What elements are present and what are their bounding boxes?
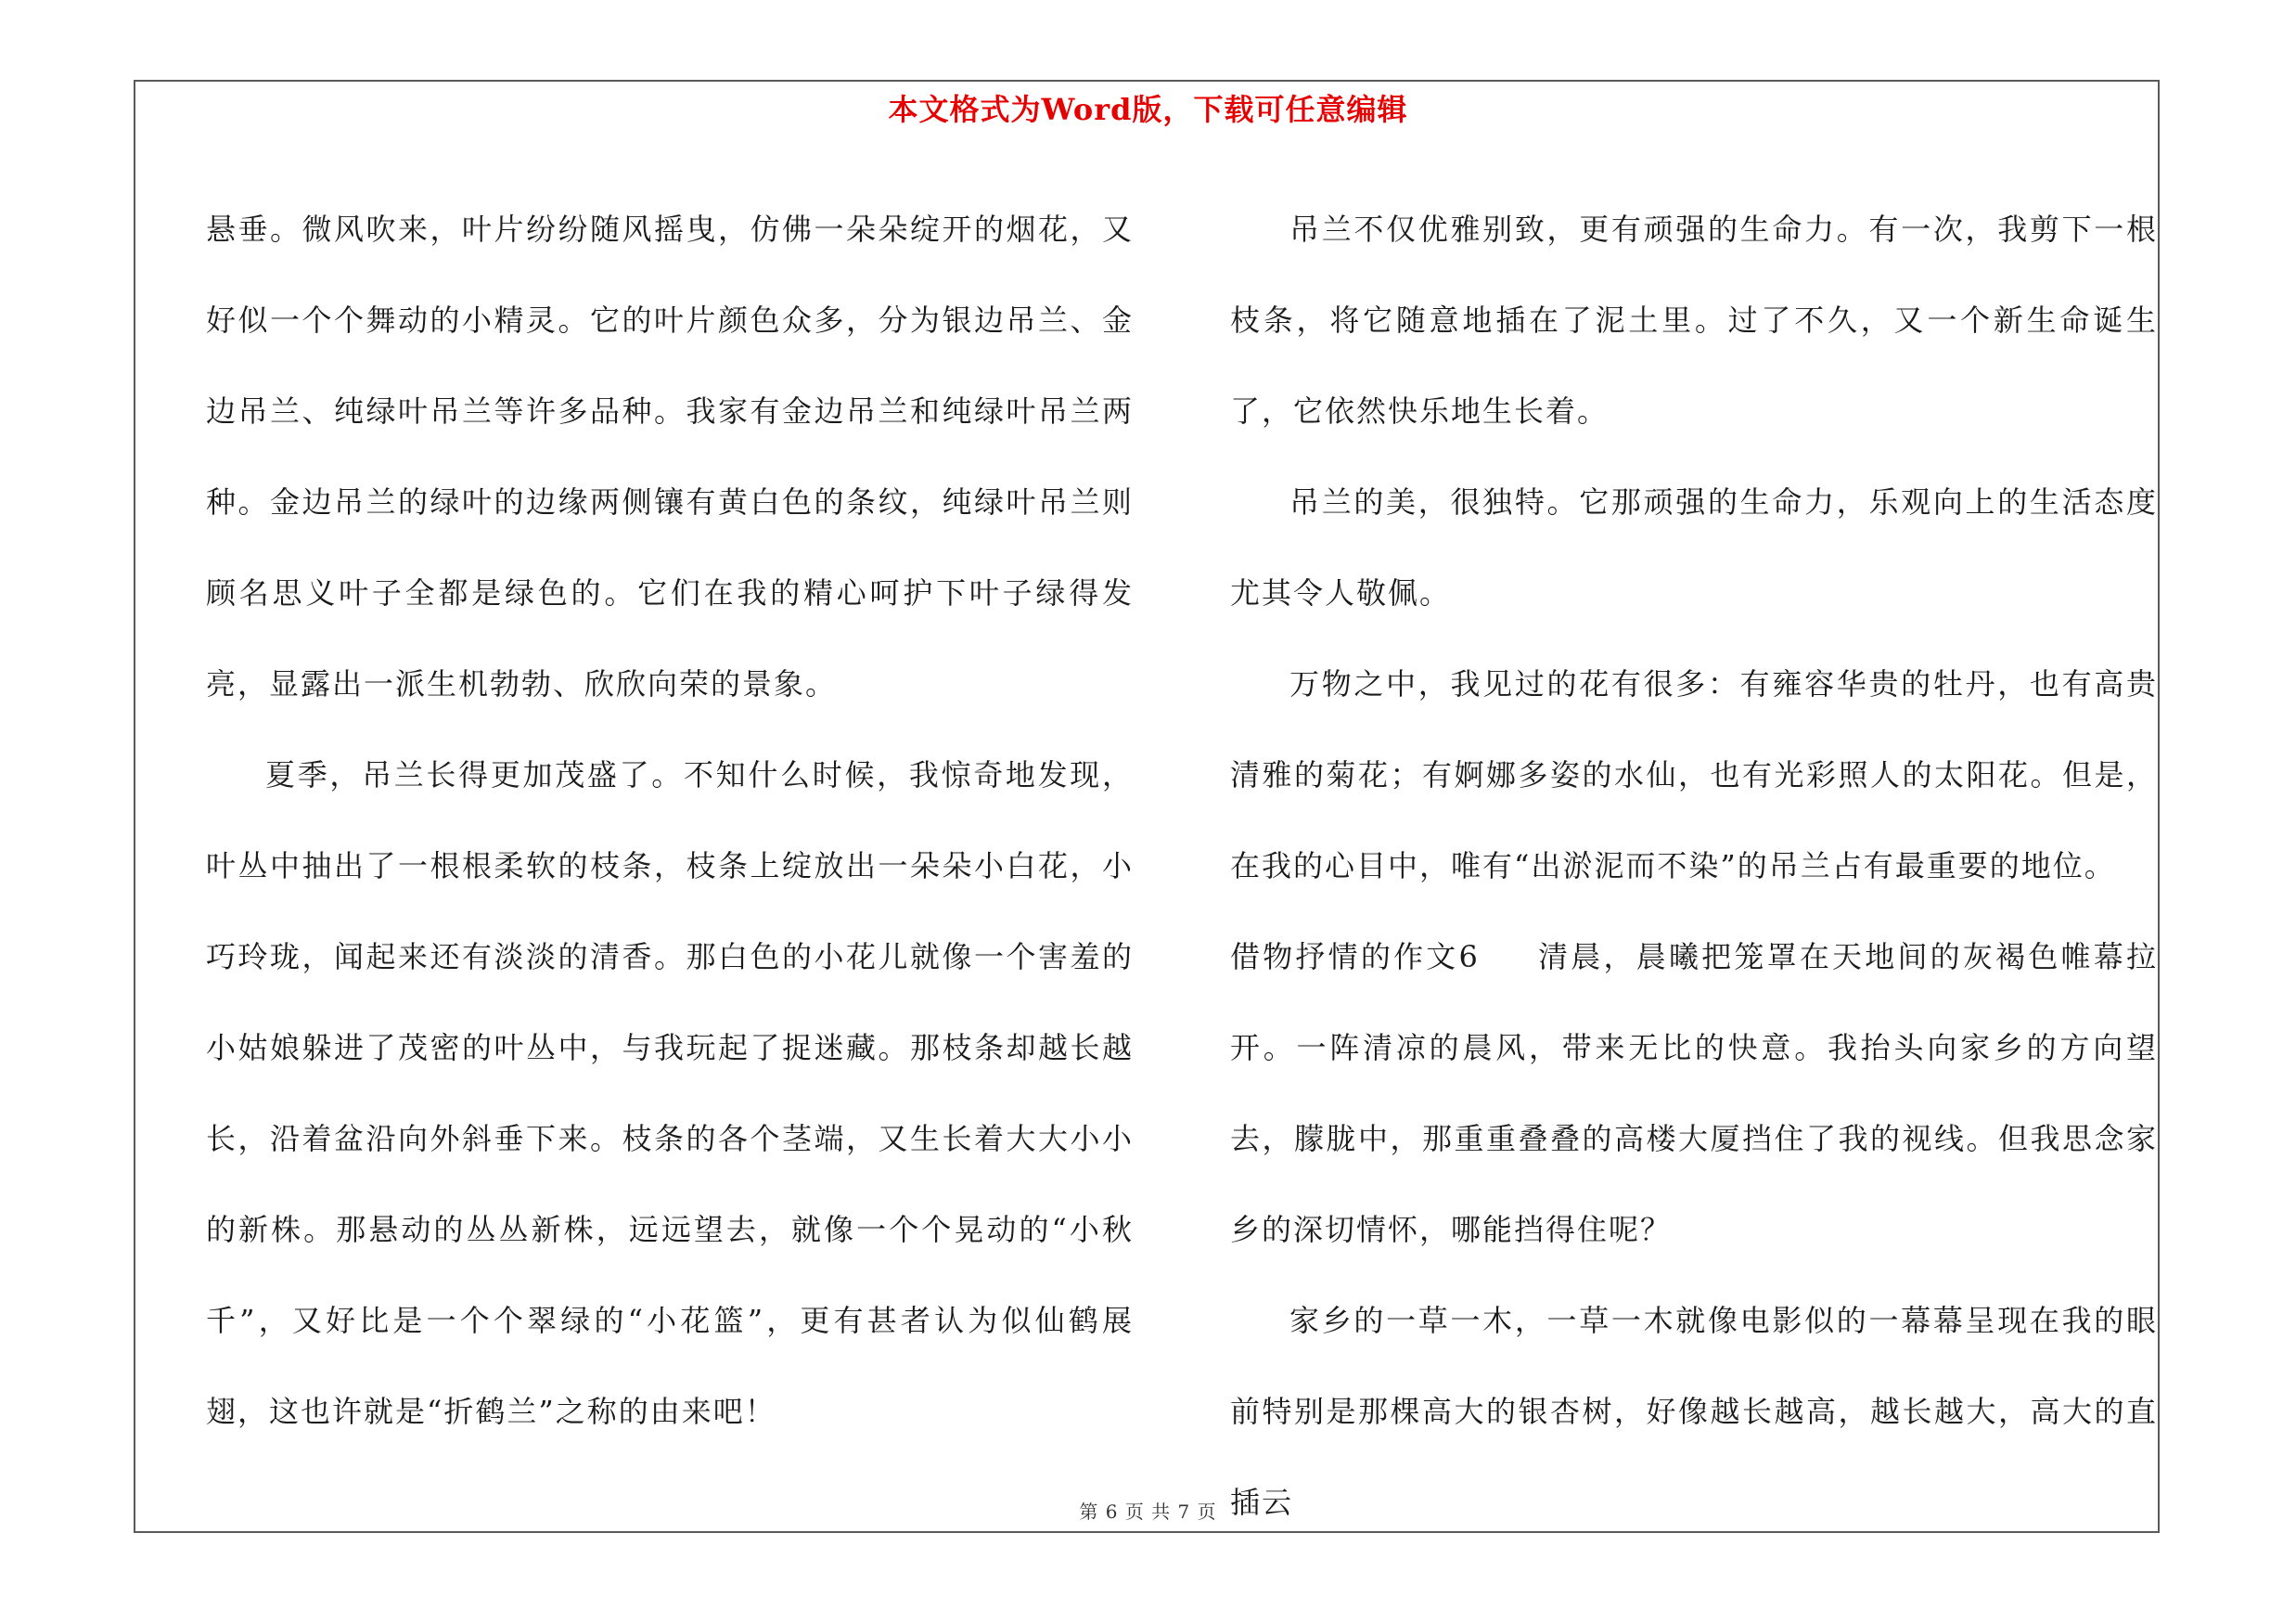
left-paragraph-2: 夏季，吊兰长得更加茂盛了。不知什么时候，我惊奇地发现，叶丛中抽出了一根根柔软的枝条，枝条上绽放出一朵朵小白花，小巧玲珑，闻起来还有淡淡的清香。那白色的小花儿就像一个害羞的小姑娘躲进了茂密的叶丛中，与我玩起了捉迷藏。那枝条却越长越长，沿着盆沿向外斜垂下来。枝条的各个茎端，又生长着大大小小的新株。那悬动的丛丛新株，远远望去，就像一个个晃动的“小秋千”，又好比是一个个翠绿的“小花篮”，更有甚者认为似仙鹤展翅，这也许就是“折鹤兰”之称的由来吧！ — [206, 757, 1134, 1429]
left-paragraph-1: 悬垂。微风吹来，叶片纷纷随风摇曳，仿佛一朵朵绽开的烟花，又好似一个个舞动的小精灵。它的叶片颜色众多，分为银边吊兰、金边吊兰、纯绿叶吊兰等许多品种。我家有金边吊兰和纯绿叶吊兰两种。金边吊兰的绿叶的边缘两侧镶有黄白色的条纹，纯绿叶吊兰则顾名思义叶子全都是绿色的。它们在我的精心呵护下叶子绿得发亮，显露出一派生机勃勃、欣欣向荣的景象。 — [206, 212, 1134, 702]
right-column — [1230, 184, 2158, 1548]
page-number: 第 6 页 共 7 页 — [1079, 1501, 1217, 1523]
left-column — [206, 184, 1134, 1457]
essay-title: 借物抒情的作文6 — [1230, 939, 1480, 974]
right-paragraph-3: 万物之中，我见过的花有很多：有雍容华贵的牡丹，也有高贵清雅的菊花；有婀娜多姿的水仙，也有光彩照人的太阳花。但是，在我的心目中，唯有“出淤泥而不染”的吊兰占有最重要的地位。 — [1230, 666, 2158, 883]
essay-opening: 清晨，晨曦把笼罩在天地间的灰褐色帷幕拉开。一阵清凉的晨风，带来无比的快意。我抬头向家乡的方向望去，朦胧中，那重重叠叠的高楼大厦挡住了我的视线。但我思念家乡的深切情怀，哪能挡得住呢？ — [1230, 939, 2158, 1247]
header-notice: 本文格式为Word版，下载可任意编辑 — [888, 92, 1408, 127]
right-paragraph-1: 吊兰不仅优雅别致，更有顽强的生命力。有一次，我剪下一根枝条，将它随意地插在了泥土里。过了不久，又一个新生命诞生了，它依然快乐地生长着。 — [1230, 212, 2158, 429]
right-paragraph-4 — [1230, 911, 2158, 1275]
right-paragraph-2: 吊兰的美，很独特。它那顽强的生命力，乐观向上的生活态度尤其令人敬佩。 — [1230, 484, 2158, 611]
right-paragraph-5: 家乡的一草一木，一草一木就像电影似的一幕幕呈现在我的眼前特别是那棵高大的银杏树，好像越长越高，越长越大，高大的直插云 — [1230, 1303, 2158, 1520]
